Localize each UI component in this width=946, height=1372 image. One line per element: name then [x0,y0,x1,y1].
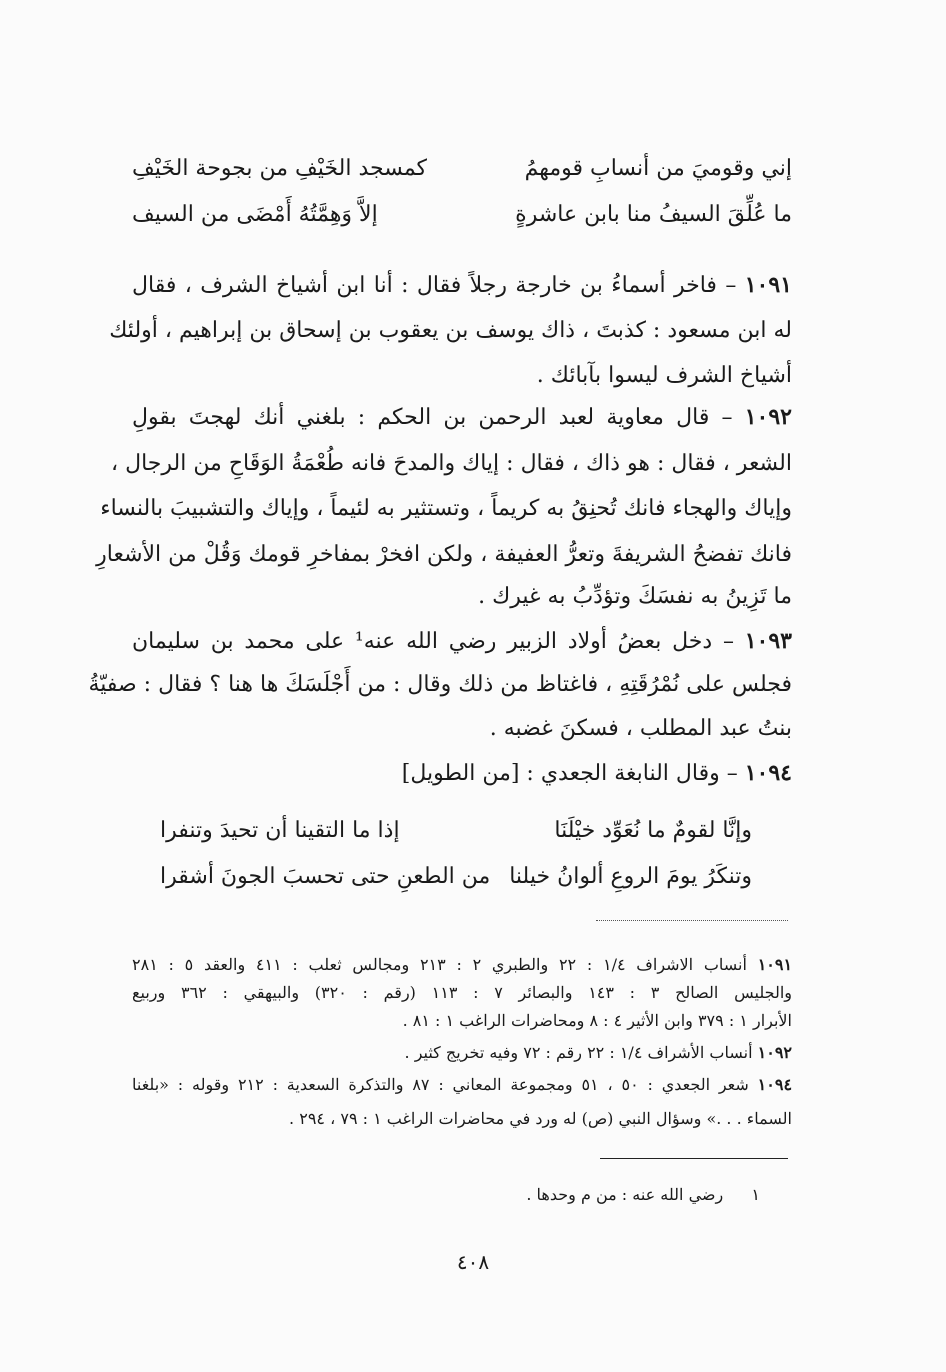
paragraph-line [132,266,792,305]
footnote-separator [600,1158,788,1159]
note-text: شعر الجعدي : ٥٠ ، ٥١ ومجموعة المعاني : ٨٧ والتذكرة السعدية : ٢١٢ وقوله : «بلغنا [132,1075,749,1094]
notes-separator [596,920,788,921]
verse-hemistich-right: وتنكَرُ يومَ الروعِ ألوانُ خيلنا [509,864,752,889]
paragraph-text: – وقال النابغة الجعدي : [من الطويل] [401,761,738,786]
verse-hemistich-left: من الطعنِ حتى تحسبَ الجونَ أشقرا [160,864,491,889]
page-number: ٤٠٨ [456,1250,490,1274]
paragraph-line [232,754,792,793]
verse-line [160,812,752,850]
note-number: ١٠٩٤ [757,1075,793,1094]
verse-hemistich-right: ما عُلِّقَ السيفُ منا بابن عاشرةٍ [515,202,792,227]
paragraph-line [132,622,792,661]
note-text: أنساب الاشراف ١/٤ : ٢٢ والطبري ٢ : ٢١٣ ومجالس ثعلب : ٤١١ والعقد ٥ : ٢٨١ [132,955,747,974]
entry-number: ١٠٩٤ [744,760,792,786]
source-note-line [162,1106,792,1132]
paragraph-line: فجلس على نُمْرُقَتِهِ ، فاغتاظ من ذلك وقال : من أَجْلَسَكَ ها هنا ؟ فقال : صفيّةُ [88,672,792,697]
footnote-number: ١ [751,1185,760,1204]
source-note-line [132,1040,792,1066]
note-text: السماء . . .» وسؤال النبي (ص) له ورد في محاضرات الراغب ١ : ٧٩ ، ٢٩٤ . [289,1109,792,1128]
verse-line [132,196,792,234]
paragraph-line: فانك تفضحُ الشريفةَ وتعرُّ العفيفة ، ولكن افخرْ بمفاخرِ قومك وَقُلْ من الأشعارِ [96,542,792,567]
note-number: ١٠٩٢ [757,1043,792,1062]
verse-hemistich-left: إذا ما التقينا أن تحيدَ وتنفرا [160,818,400,843]
footnote [340,1182,760,1208]
paragraph-line: الشعر ، فقال : هو ذاك ، فقال : إياك والمدحَ فانه طُعْمَةُ الوَقَاحِ من الرجال ، [110,451,792,476]
source-note-line [132,952,792,978]
verse-hemistich-right: وإنَّا لقومٌ ما نُعَوِّد خيْلَنَا [554,818,752,843]
verse-hemistich-left: كمسجد الخَيْفِ من بجوحة الخَيْفِ [132,156,428,181]
paragraph-line: بنتُ عبد المطلب ، فسكنَ غضبه . [489,716,792,741]
verse-hemistich-right: إني وقوميَ من أنسابِ قومهمُ [524,156,792,181]
source-note-line [132,980,792,1006]
source-note-line [132,1072,792,1098]
paragraph-line [132,398,792,437]
entry-number: ١٠٩٢ [744,404,792,430]
paragraph-line: أشياخ الشرف ليسوا بآبائك . [536,363,792,388]
paragraph-text: – قال معاوية لعبد الرحمن بن الحكم : بلغني أنك لهجتَ بقولِ [132,405,733,430]
note-number: ١٠٩١ [757,955,793,974]
paragraph-line: له ابن مسعود : كذبتَ ، ذاك يوسف بن يعقوب بن إسحاق بن إبراهيم ، أولئك [109,318,792,343]
note-text: أنساب الأشراف ١/٤ : ٢٢ رقم : ٧٢ وفيه تخريج كثير . [404,1043,753,1062]
entry-number: ١٠٩١ [744,272,792,298]
entry-number: ١٠٩٣ [744,628,792,654]
paragraph-line: ما تَزِينُ به نفسَكَ وتؤدِّبُ به غيرك . [478,584,792,609]
paragraph-line: وإياك والهجاء فانك تُحنِقُ به كريماً ، وتستثير به لئيماً ، وإياك والتشبيبَ بالنساء [100,496,792,521]
note-text: والجليس الصالح ٣ : ١٤٣ والبصائر ٧ : ١١٣ (رقم : ٣٢٠) والبيهقي : ٣٦٢ وربيع [132,983,792,1002]
source-note-line [162,1008,792,1034]
verse-hemistich-left: إلاَّ وَهِمَّتُهُ أَمْضَى من السيف [132,202,378,227]
paragraph-text: – فاخر أسماءُ بن خارجة رجلاً فقال : أنا ابن أشياخ الشرف ، فقال [132,273,737,298]
verse-line [160,858,752,896]
note-text: الأبرار ١ : ٣٧٩ وابن الأثير ٤ : ٨ ومحاضرات الراغب ١ : ٨١ . [402,1011,792,1030]
paragraph-text: – دخل بعضُ أولاد الزبير رضي الله عنه¹ على محمد بن سليمان [132,629,734,654]
footnote-text: رضي الله عنه : من م وحدها . [526,1185,724,1204]
verse-line [132,150,792,188]
